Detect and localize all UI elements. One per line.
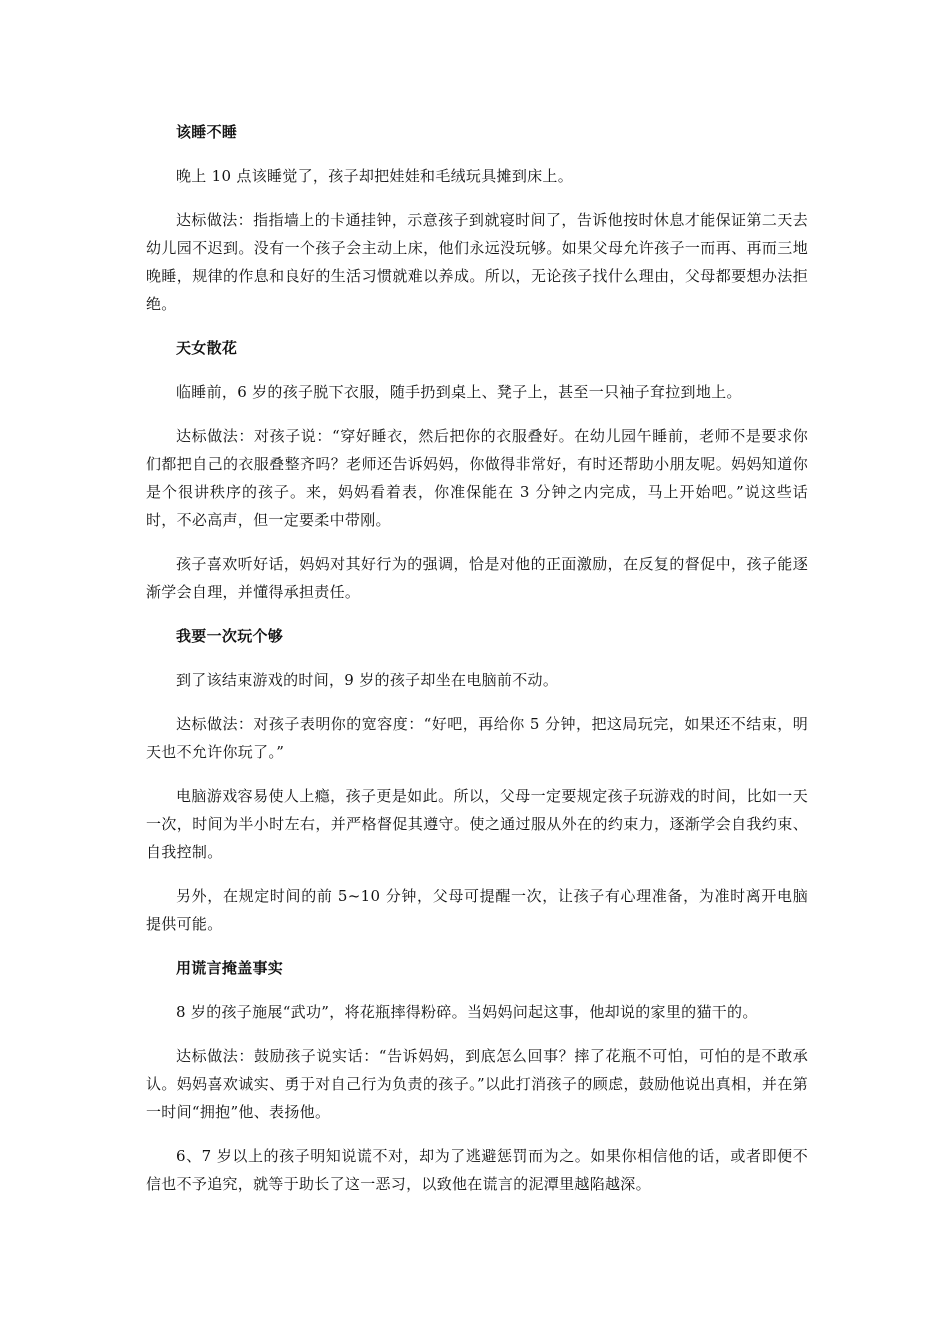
section-heading: 天女散花 (176, 339, 238, 357)
paragraph: 8 岁的孩子施展“武功”，将花瓶摔得粉碎。当妈妈问起这事，他却说的家里的猫干的。 (176, 1003, 758, 1021)
section-lying (146, 954, 808, 1198)
section-bedtime (146, 118, 808, 318)
paragraph: 达标做法：对孩子说：“穿好睡衣，然后把你的衣服叠好。在幼儿园午睡前，老师不是要求你们都把自己的衣服叠整齐吗？老师还告诉妈妈，你做得非常好，有时还帮助小朋友呢。妈妈知道你是个很讲秩序的孩子。来，妈妈看着表，你准保能在 3 分钟之内完成，马上开始吧。”说这些话时，不必高声，但一定要柔中带刚。 (146, 427, 808, 529)
paragraph: 达标做法：鼓励孩子说实话：“告诉妈妈，到底怎么回事？摔了花瓶不可怕，可怕的是不敢承认。妈妈喜欢诚实、勇于对自己行为负责的孩子。”以此打消孩子的顾虑，鼓励他说出真相，并在第一时间“拥抱”他、表扬他。 (146, 1047, 808, 1121)
paragraph: 到了该结束游戏的时间，9 岁的孩子却坐在电脑前不动。 (176, 671, 559, 689)
section-heading: 该睡不睡 (176, 123, 238, 141)
paragraph: 6、7 岁以上的孩子明知说谎不对，却为了逃避惩罚而为之。如果你相信他的话，或者即便不信也不予追究，就等于助长了这一恶习，以致他在谎言的泥潭里越陷越深。 (146, 1147, 808, 1193)
paragraph: 临睡前，6 岁的孩子脱下衣服，随手扔到桌上、凳子上，甚至一只袖子耷拉到地上。 (176, 383, 742, 401)
section-scattered-clothes (146, 334, 808, 606)
paragraph: 电脑游戏容易使人上瘾，孩子更是如此。所以，父母一定要规定孩子玩游戏的时间，比如一天一次，时间为半小时左右，并严格督促其遵守。使之通过服从外在的约束力，逐渐学会自我约束、自我控制。 (146, 787, 808, 861)
section-heading: 我要一次玩个够 (176, 627, 284, 645)
paragraph: 晚上 10 点该睡觉了，孩子却把娃娃和毛绒玩具摊到床上。 (176, 167, 574, 185)
paragraph: 达标做法：对孩子表明你的宽容度：“好吧，再给你 5 分钟，把这局玩完，如果还不结束，明天也不允许你玩了。” (146, 715, 808, 761)
section-play-enough (146, 622, 808, 938)
paragraph: 另外，在规定时间的前 5~10 分钟，父母可提醒一次，让孩子有心理准备，为准时离开电脑提供可能。 (146, 887, 808, 933)
paragraph: 达标做法：指指墙上的卡通挂钟，示意孩子到就寝时间了，告诉他按时休息才能保证第二天去幼儿园不迟到。没有一个孩子会主动上床，他们永远没玩够。如果父母允许孩子一而再、再而三地晚睡，规律的作息和良好的生活习惯就难以养成。所以，无论孩子找什么理由，父母都要想办法拒绝。 (146, 211, 808, 313)
document-page (146, 118, 808, 1214)
paragraph: 孩子喜欢听好话，妈妈对其好行为的强调，恰是对他的正面激励，在反复的督促中，孩子能逐渐学会自理，并懂得承担责任。 (146, 555, 808, 601)
section-heading: 用谎言掩盖事实 (176, 959, 284, 977)
